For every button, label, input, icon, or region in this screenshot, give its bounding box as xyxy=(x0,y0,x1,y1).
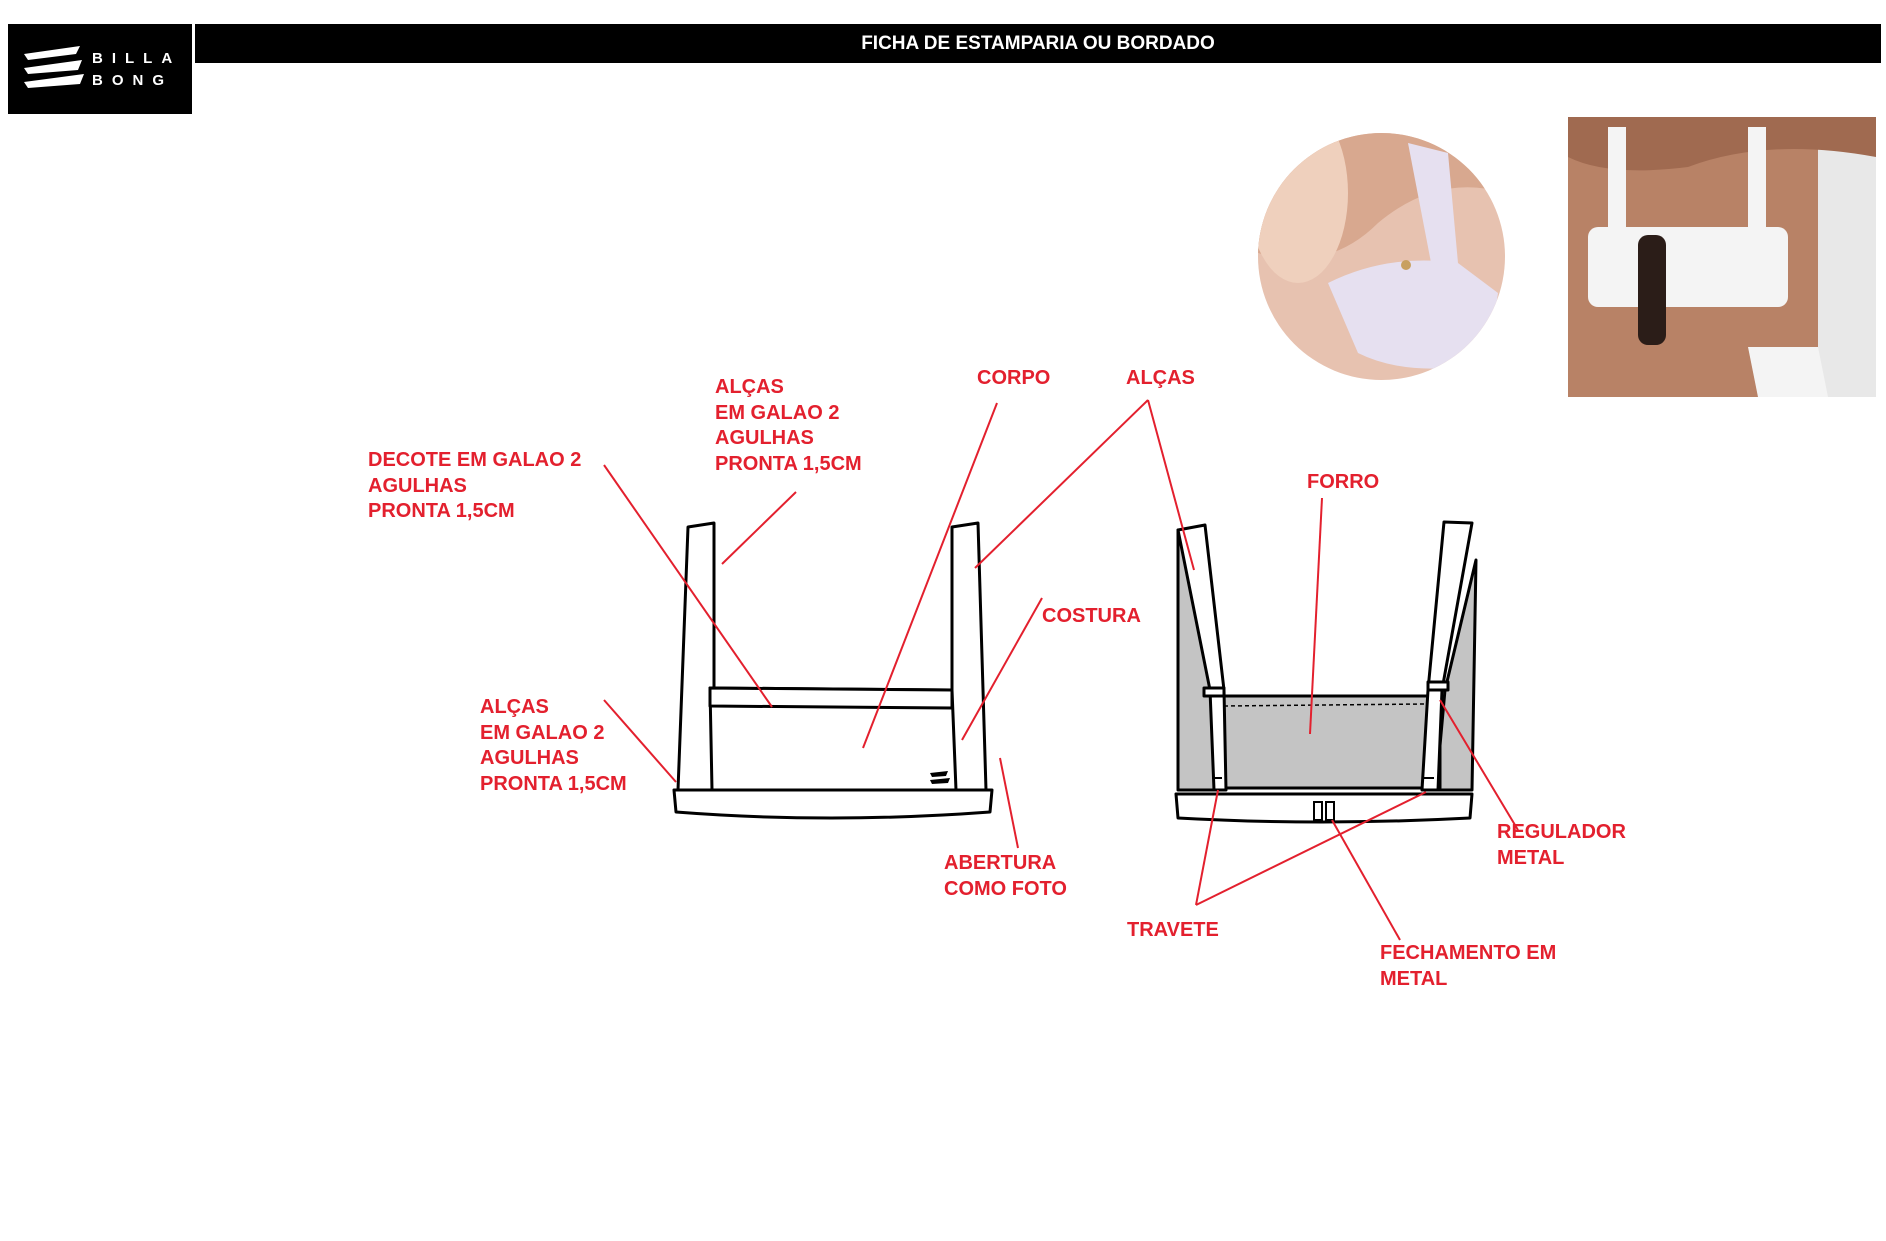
label-costura: COSTURA xyxy=(1042,605,1141,627)
label-alcas-bottom: ALÇAS EM GALAO 2 AGULHAS PRONTA 1,5CM xyxy=(480,696,627,795)
label-alcas-right: ALÇAS xyxy=(1126,367,1195,389)
label-fechamento: FECHAMENTO EM METAL xyxy=(1380,942,1557,990)
label-decote: DECOTE EM GALAO 2 AGULHAS PRONTA 1,5CM xyxy=(368,449,582,522)
page-title: FICHA DE ESTAMPARIA OU BORDADO xyxy=(195,24,1881,63)
logo-text: BILLA BONG xyxy=(92,50,182,89)
label-abertura: ABERTURA COMO FOTO xyxy=(944,852,1067,900)
label-alcas-top: ALÇAS EM GALAO 2 AGULHAS PRONTA 1,5CM xyxy=(715,376,862,475)
label-corpo: CORPO xyxy=(977,367,1051,389)
label-forro: FORRO xyxy=(1307,471,1380,493)
label-travete: TRAVETE xyxy=(1127,919,1219,941)
label-regulador: REGULADOR METAL xyxy=(1497,821,1626,869)
